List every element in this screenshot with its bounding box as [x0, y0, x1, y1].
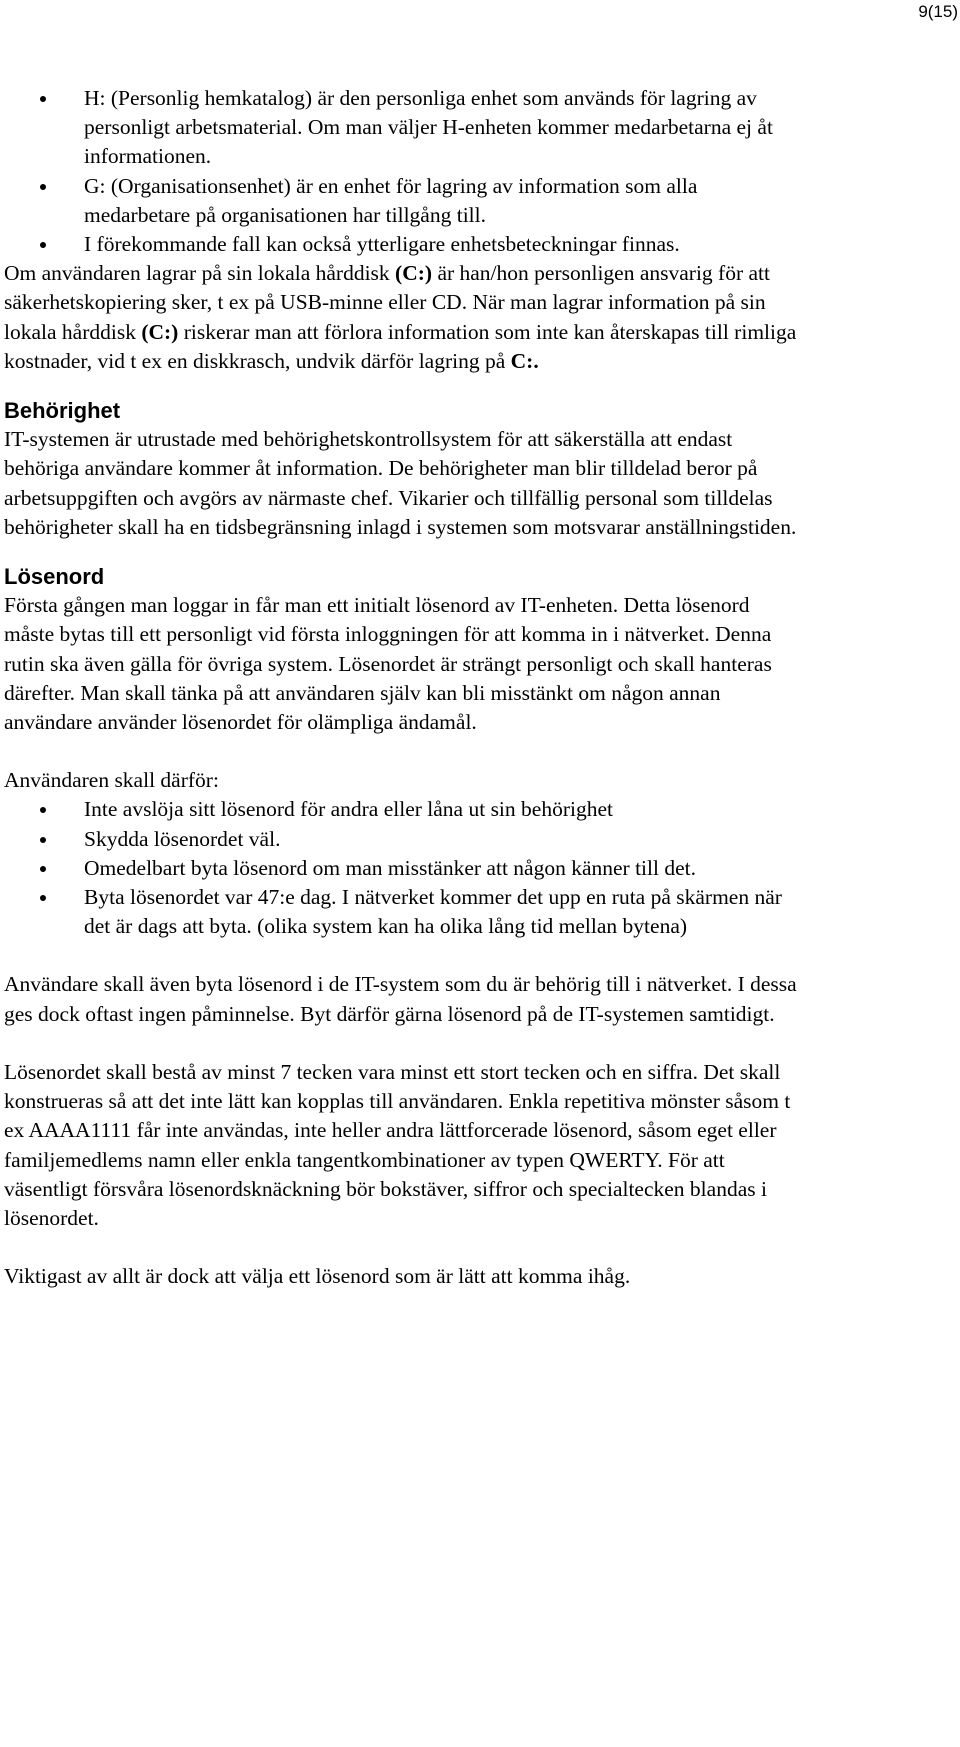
list-item [4, 230, 804, 259]
bullet-icon [40, 96, 46, 102]
list-item [4, 795, 804, 824]
document-body [4, 84, 804, 1291]
list-item-text: I förekommande fall kan också ytterligare enhetsbeteckningar finnas. [84, 232, 680, 257]
bullet-icon [40, 866, 46, 872]
it-system-paragraph: Användare skall även byta lösenord i de IT-system som du är behörig till i nätverket. I dessa ges dock oftast ingen påminnelse. Byt därför gärna lösenord på de IT-systemen samtidigt. [4, 972, 797, 1026]
list-item-text: H: (Personlig hemkatalog) är den personliga enhet som används för lagring av personligt arbetsmaterial. Om man väljer H-enheten kommer medarbetarna ej åt informationen. [84, 86, 773, 169]
drive-label: (C:) [395, 261, 433, 286]
list-item-text: G: (Organisationsenhet) är en enhet för lagring av information som alla medarbetare på organisationen har tillgång till. [84, 173, 698, 227]
text-span: är han/hon personligen ansvarig för att säkerhetskopiering sker, t ex på USB-minne eller CD. När man lagrar information på sin lokala hårddisk [4, 261, 770, 344]
list-item-text: Skydda lösenordet väl. [84, 826, 281, 851]
bullet-icon [40, 242, 46, 248]
text-span: riskerar man att förlora information som inte kan återskapas till rimliga kostnader, vid t ex en diskkrasch, undvik därför lagring på [4, 319, 797, 373]
losenord-paragraph: Första gången man loggar in får man ett initialt lösenord av IT-enheten. Detta lösenord måste bytas till ett personligt vid första inloggningen för att komma in i nätverket. Denna rutin ska även gälla för övriga system. Lösenordet är strängt personligt och skall hanteras därefter. Man skall tänka på att användaren själv kan bli misstänkt om någon annan användare använder lösenordet för olämpliga ändamål. [4, 593, 772, 735]
bullet-icon [40, 807, 46, 813]
section-heading-losenord: Lösenord [4, 564, 105, 590]
section-heading-behorighet: Behörighet [4, 398, 121, 424]
list-item [4, 172, 804, 230]
list-item-text: Omedelbart byta lösenord om man misstänker att någon känner till det. [84, 855, 696, 880]
text-span: Om användaren lagrar på sin lokala hårddisk [4, 261, 396, 286]
bullet-icon [40, 895, 46, 901]
list-item [4, 883, 804, 941]
behorighet-paragraph: IT-systemen är utrustade med behörighetskontrollsystem för att säkerställa att endast behöriga användare kommer åt information. De behörigheter man blir tilldelad beror på arbetsuppgiften och avgörs av närmaste chef. Vikarier och tillfällig personal som tilldelas behörigheter skall ha en tidsbegränsning inlagd i systemen som motsvarar anställningstiden. [4, 427, 797, 539]
password-rules-paragraph: Lösenordet skall bestå av minst 7 tecken vara minst ett stort tecken och en siffra. Det skall konstrueras så att det inte lätt kan kopplas till användaren. Enkla repetitiva mönster såsom t ex AAAA1111 får inte användas, inte heller andra lättforcerade lösenord, såsom eget eller familjemedlems namn eller enkla tangentkombinationer av typen QWERTY. För att väsentligt försvåra lösenordsknäckning bör bokstäver, siffror och specialtecken blandas i lösenordet. [4, 1059, 791, 1230]
list-item [4, 825, 804, 854]
drive-label: C:. [510, 348, 539, 373]
drive-list [4, 84, 804, 259]
bullet-icon [40, 184, 46, 190]
user-rules-intro: Användaren skall därför: [4, 768, 219, 793]
list-item-text: Inte avslöja sitt lösenord för andra eller låna ut sin behörighet [84, 797, 613, 822]
list-item [4, 84, 804, 172]
drive-label: (C:) [141, 319, 179, 344]
bullet-icon [40, 837, 46, 843]
list-item-text: Byta lösenordet var 47:e dag. I nätverket kommer det upp en ruta på skärmen när det är dags att byta. (olika system kan ha olika lång tid mellan bytena) [84, 885, 782, 939]
storage-paragraph [4, 259, 804, 376]
user-rules-list [4, 795, 804, 941]
final-paragraph: Viktigast av allt är dock att välja ett lösenord som är lätt att komma ihåg. [4, 1264, 631, 1289]
page-number: 9(15) [918, 2, 958, 21]
list-item [4, 854, 804, 883]
